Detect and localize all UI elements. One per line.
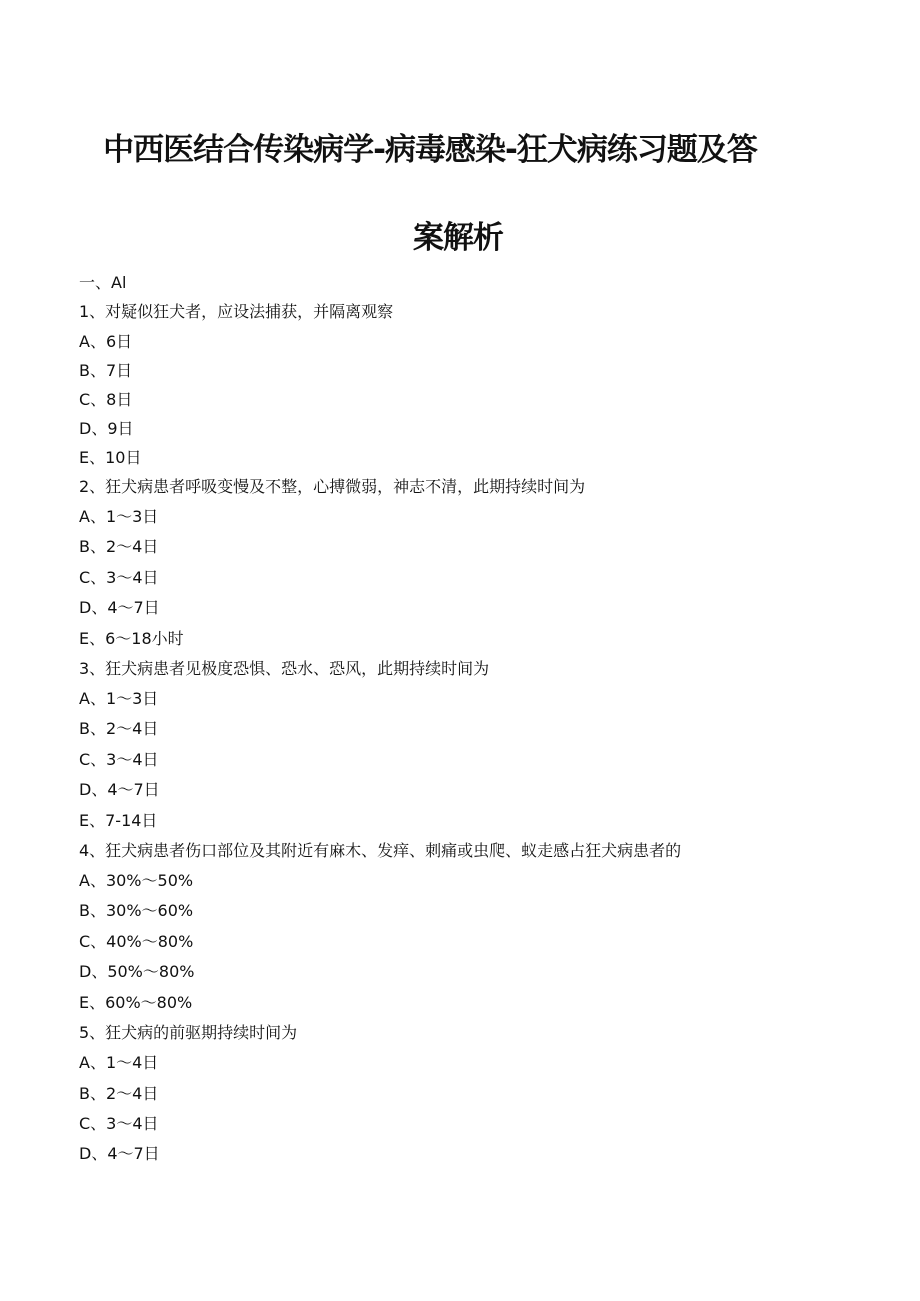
question-stem: 4、狂犬病患者伤口部位及其附近有麻木、发痒、刺痛或虫爬、蚁走感占狂犬病患者的	[79, 841, 682, 861]
answer-option: A、6日	[79, 332, 133, 351]
document-title-line2: 案解析	[413, 220, 503, 256]
answer-option: C、8日	[79, 390, 133, 409]
question-2	[79, 472, 879, 654]
question-3	[79, 654, 879, 836]
document-title-line1: 中西医结合传染病学-病毒感染-狂犬病练习题及答	[103, 132, 757, 168]
answer-option: D、4～7日	[79, 780, 160, 800]
answer-option: C、3～4日	[79, 749, 159, 769]
question-stem: 3、狂犬病患者见极度恐惧、恐水、恐风，此期持续时间为	[79, 659, 490, 679]
answer-option: A、30%～50%	[79, 871, 194, 891]
question-4	[79, 836, 879, 1018]
answer-option: B、2～4日	[79, 719, 159, 739]
answer-option: B、7日	[79, 361, 133, 380]
question-list	[79, 268, 879, 1170]
question-stem: 5、狂犬病的前驱期持续时间为	[79, 1023, 298, 1043]
answer-option: D、4～7日	[79, 1144, 160, 1164]
question-1	[79, 297, 879, 472]
answer-option: C、3～4日	[79, 567, 159, 587]
section-heading: 一、Al	[79, 273, 127, 292]
answer-option: C、40%～80%	[79, 931, 194, 951]
answer-option: E、6～18小时	[79, 628, 184, 648]
answer-option: B、30%～60%	[79, 901, 194, 921]
answer-option: D、50%～80%	[79, 962, 195, 982]
question-stem: 1、对疑似狂犬者，应设法捕获，并隔离观察	[79, 302, 394, 321]
answer-option: E、7-14日	[79, 810, 158, 830]
answer-option: A、1～3日	[79, 689, 159, 709]
answer-option: A、1～3日	[79, 507, 159, 526]
answer-option: A、1～4日	[79, 1053, 159, 1073]
answer-option: E、60%～80%	[79, 992, 193, 1012]
answer-option: B、2～4日	[79, 537, 159, 557]
answer-option: D、9日	[79, 419, 134, 438]
answer-option: D、4～7日	[79, 598, 160, 618]
question-5	[79, 1018, 879, 1170]
answer-option: E、10日	[79, 448, 142, 467]
answer-option: C、3～4日	[79, 1113, 159, 1133]
answer-option: B、2～4日	[79, 1083, 159, 1103]
question-stem: 2、狂犬病患者呼吸变慢及不整，心搏微弱，神志不清，此期持续时间为	[79, 477, 586, 496]
